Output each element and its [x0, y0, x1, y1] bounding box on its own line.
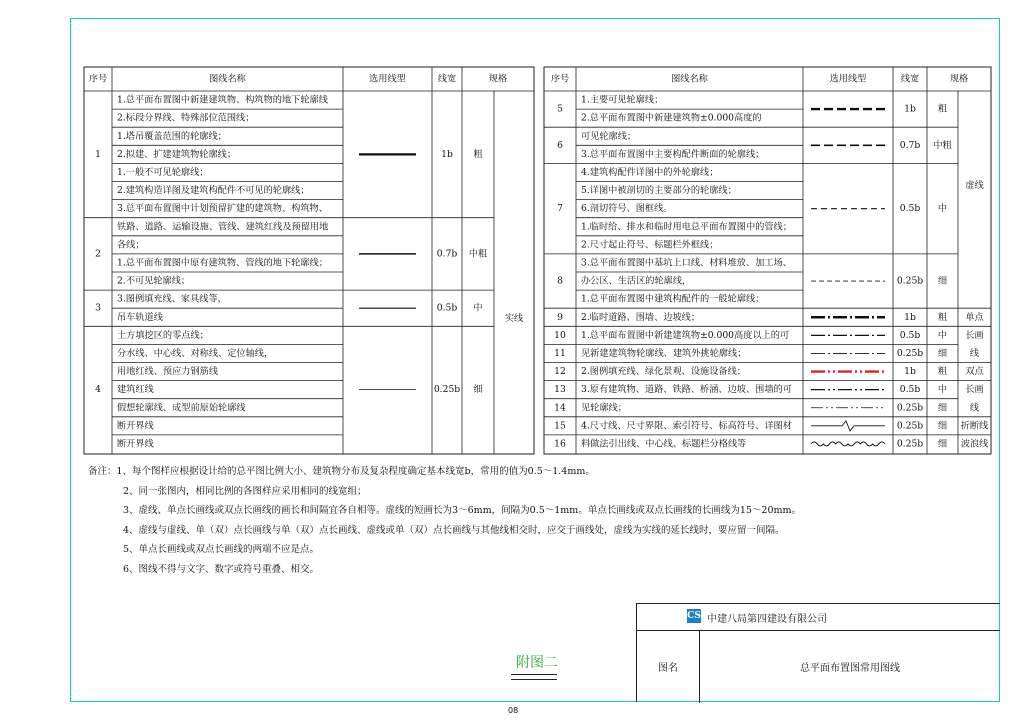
line-grade: 细: [937, 438, 948, 450]
line-name: 1.主要可见轮廓线；: [581, 94, 664, 106]
line-name: 分水线、中心线、对称线、定位轴线，: [117, 347, 274, 359]
row-seq: 6: [557, 139, 563, 151]
line-grade: 粗: [937, 366, 948, 378]
line-grade: 细: [937, 402, 948, 414]
drawing-name: 总平面布置图常用图线: [800, 663, 900, 674]
company-logo: CS: [687, 611, 701, 621]
line-width-value: 0.25b: [896, 402, 924, 414]
row-seq: 10: [554, 329, 566, 341]
line-name: 3.总平面布置图中主要构配件断面的轮廓线；: [581, 148, 765, 160]
line-grade: 细: [937, 275, 948, 287]
line-name: 1.一般不可见轮廓线；: [117, 166, 209, 178]
line-grade: 中: [473, 302, 483, 314]
line-name: 2.尺寸起止符号、标题栏外框线；: [581, 239, 719, 251]
line-grade: 中粗: [933, 139, 952, 151]
line-name: 1.总平面布置图中新建建筑物、构筑物的地下轮廓线: [117, 94, 328, 106]
row-seq: 4: [95, 384, 101, 396]
note-line: 备注：1、每个图样应根据设计给的总平图比例大小、建筑物分布及复杂程度确定基本线宽b，常用的值为0.5～1.4mm。: [88, 466, 595, 477]
spec-label: 双点: [965, 366, 984, 378]
line-name: 吊车轨道线: [117, 311, 163, 323]
line-name: 各线；: [117, 239, 145, 251]
row-seq: 16: [554, 438, 566, 450]
line-width-value: 0.25b: [896, 275, 924, 287]
line-grade: 粗: [937, 311, 948, 323]
title-block-company-row: [637, 604, 1000, 631]
line-name: 建筑红线: [117, 384, 154, 396]
line-width-value: 0.5b: [899, 329, 921, 341]
header-spec: 规格: [949, 73, 969, 85]
row-seq: 7: [557, 203, 563, 215]
line-name: 1.总平面布置图中原有建筑物、管线的地下轮廓线；: [117, 257, 328, 269]
header-name: 图线名称: [209, 73, 246, 85]
wave-line-sample: [811, 442, 885, 446]
line-grade: 中: [937, 203, 948, 215]
figure-label-underline: [511, 674, 557, 680]
company-name: 中建八局第四建设有限公司: [707, 614, 827, 625]
spec-solid: 实线: [504, 313, 524, 324]
line-name: 2.不可见轮廓线；: [117, 275, 191, 287]
row-seq: 14: [554, 402, 566, 414]
break-line-sample: [811, 421, 885, 431]
spec-label: 波浪线: [960, 438, 989, 450]
page-number: 08: [508, 706, 519, 715]
line-name: 3.总平面布置图中基坑上口线、材料堆放、加工场、: [581, 257, 792, 269]
row-seq: 2: [95, 248, 101, 260]
row-seq: 11: [554, 347, 566, 359]
line-width-value: 0.25b: [896, 420, 924, 432]
row-seq: 3: [95, 302, 101, 314]
line-grade: 中: [937, 384, 948, 396]
line-name: 6.剖切符号、图框线。: [581, 203, 673, 215]
header-seq: 序号: [88, 73, 108, 85]
header-seq: 序号: [550, 73, 570, 85]
row-seq: 13: [554, 384, 566, 396]
line-name: 2.建筑构造详图及建筑构配件不可见的轮廓线；: [117, 185, 310, 197]
drawing-name-label: 图名: [637, 630, 700, 703]
note-line: 5、单点长画线或双点长画线的两端不应是点。: [123, 544, 320, 555]
spec-label: 线: [969, 347, 980, 359]
row-seq: 12: [554, 366, 566, 378]
line-grade: 粗: [937, 103, 948, 115]
line-width-value: 1b: [441, 148, 453, 160]
note-line: 4、虚线与虚线、单（双）点长画线与单（双）点长画线、虚线或单（双）点长画线与其他线相交时，应交于画线处，虚线为实线的延长线时，要应留一间隔。: [123, 524, 785, 536]
line-name: 办公区、生活区的轮廓线，: [581, 275, 692, 287]
header-name: 图线名称: [671, 73, 708, 85]
line-width-value: 1b: [904, 103, 916, 115]
line-name: 1.总平面布置图中新建建筑物±0.000高度以上的可: [581, 329, 790, 341]
line-name: 1.临时给、排水和临时用电总平面布置图中的管线；: [581, 221, 792, 233]
spec-label: 长画: [965, 384, 984, 396]
line-name: 2.图例填充线、绿化景观、设施设备线；: [581, 366, 746, 378]
line-grade: 粗: [473, 148, 483, 160]
spec-label: 折断线: [960, 420, 989, 432]
line-name: 3.图例填充线、家具线等，: [117, 293, 227, 305]
line-name: 1.总平面布置图中建筑构配件的一般轮廓线；: [581, 293, 765, 305]
header-type: 选用线型: [829, 73, 867, 85]
row-seq: 15: [554, 420, 566, 432]
line-name: 土方填挖区的零点线；: [117, 329, 209, 341]
line-width-value: 0.7b: [899, 139, 921, 151]
line-name: 假想轮廓线、成型前原始轮廓线: [117, 402, 246, 414]
line-width-value: 0.25b: [896, 347, 924, 359]
line-width-value: 0.7b: [436, 248, 458, 260]
notes: [88, 462, 801, 579]
spec-label: 线: [969, 402, 980, 414]
line-name: 断开界线: [117, 420, 154, 432]
header-spec: 规格: [488, 73, 508, 85]
line-width-value: 0.25b: [896, 438, 924, 450]
header-width: 线宽: [437, 73, 457, 85]
line-name: 2.拟建、扩建建筑物轮廓线；: [117, 148, 237, 160]
spec-label: 长画: [965, 329, 984, 341]
line-name: 见新建建筑物轮廓线、建筑外挑轮廓线；: [581, 347, 747, 359]
line-name: 3.原有建筑物、道路、铁路、桥涵、边坡、围墙的可: [581, 384, 792, 396]
line-name: 料做法引出线、中心线、标题栏分格线等: [581, 438, 747, 450]
line-grade: 中: [937, 329, 948, 341]
line-width-value: 1b: [904, 366, 916, 378]
line-grade: 细: [473, 384, 483, 396]
line-name: 用地红线、预应力钢筋线: [117, 366, 219, 378]
spec-label: 单点: [965, 311, 984, 323]
spec-label: 虚线: [965, 180, 984, 192]
title-block: [636, 603, 1000, 702]
line-grade: 细: [937, 420, 948, 432]
note-line: 2、同一张图内，相同比例的各图样应采用相同的线宽组；: [123, 485, 367, 497]
line-name: 4.尺寸线、尺寸界限、索引符号、标高符号、详图材: [581, 420, 792, 432]
note-line: 3、虚线、单点长画线或双点长画线的画长和间隔宜各自相等。虚线的短画长为3～6mm，间隔为0.5～1mm。单点长画线或双点长画线的长画线为15～20mm。: [123, 505, 802, 516]
line-name: 见轮廓线；: [581, 402, 627, 414]
row-seq: 8: [557, 275, 563, 287]
line-name: 断开界线: [117, 438, 154, 450]
header-width: 线宽: [900, 73, 920, 85]
row-seq: 5: [557, 103, 563, 115]
line-name: 铁路、道路、运输设施、管线、建筑红线及预留用地: [117, 221, 329, 233]
line-name: 5.详图中被剖切的主要部分的轮廓线；: [581, 185, 737, 197]
line-name: 可见轮廓线；: [581, 130, 637, 142]
row-seq: 9: [557, 311, 563, 323]
line-name: 1.塔吊覆盖范围的轮廓线；: [117, 130, 227, 142]
line-width-value: 0.5b: [436, 302, 458, 314]
figure-label: 附图二: [516, 655, 558, 671]
line-width-value: 0.5b: [899, 203, 921, 215]
line-name: 2.标段分界线、特殊部位范围线；: [117, 112, 255, 124]
line-name: 2.总平面布置图中新建建筑物±0.000高度的: [581, 112, 762, 124]
line-name: 2.临时道路、围墙、边坡线；: [581, 311, 701, 323]
line-name: 4.建筑构配件详图中的外轮廓线；: [581, 166, 719, 178]
line-grade: 中粗: [468, 248, 488, 260]
line-width-value: 0.5b: [899, 384, 921, 396]
line-name: 3.总平面布置图中计划预留扩建的建筑物、构筑物、: [117, 203, 328, 215]
header-type: 选用线型: [369, 73, 406, 85]
line-width-value: 0.25b: [433, 384, 461, 396]
line-grade: 细: [937, 347, 948, 359]
row-seq: 1: [95, 148, 101, 160]
line-width-value: 1b: [904, 311, 916, 323]
note-line: 6、图线不得与文字、数字或符号重叠、相交。: [123, 563, 320, 575]
